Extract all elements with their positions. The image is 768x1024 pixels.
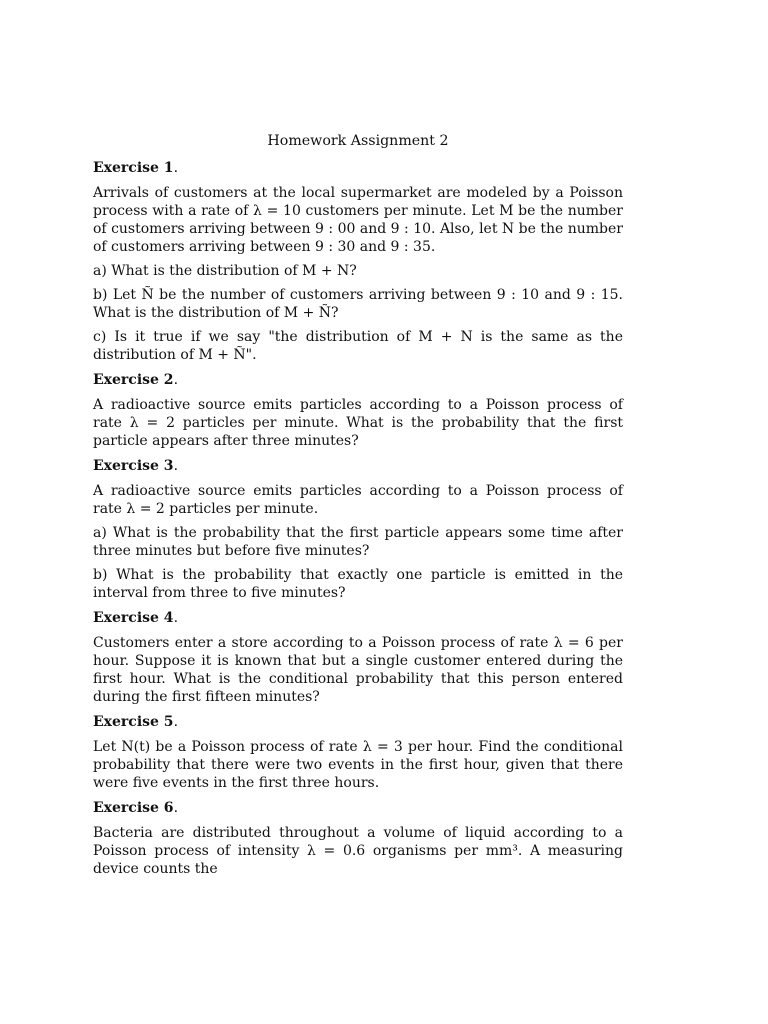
exercise-paragraph: A radioactive source emits particles according to a Poisson process of rate λ = 2 particles per minute. <box>93 483 623 517</box>
exercise-5 <box>93 712 623 792</box>
exercise-heading: Exercise 6. <box>93 800 179 816</box>
exercise-heading: Exercise 3. <box>93 458 179 474</box>
exercise-1 <box>93 158 623 364</box>
exercise-paragraph: b) What is the probability that exactly one particle is emitted in the interval from three to five minutes? <box>93 567 623 601</box>
exercise-paragraph: A radioactive source emits particles according to a Poisson process of rate λ = 2 particles per minute. What is the probability that the first particle appears after three minutes? <box>93 397 623 449</box>
exercise-2 <box>93 370 623 450</box>
exercise-paragraph: Bacteria are distributed throughout a volume of liquid according to a Poisson process of intensity λ = 0.6 organisms per mm³. A measuring device counts the <box>93 825 623 877</box>
exercise-heading: Exercise 1. <box>93 160 179 176</box>
document-page <box>93 131 623 884</box>
exercise-3 <box>93 456 623 602</box>
exercise-heading: Exercise 2. <box>93 372 179 388</box>
exercise-paragraph: Arrivals of customers at the local supermarket are modeled by a Poisson process with a rate of λ = 10 customers per minute. Let M be the number of customers arriving between 9 : 00 and 9 : 10. Also, let N be the number of customers arriving between 9 : 30 and 9 : 35. <box>93 185 623 255</box>
exercise-paragraph: c) Is it true if we say "the distribution of M + N is the same as the distribution of M + Ñ". <box>93 329 623 363</box>
exercise-6 <box>93 798 623 878</box>
exercise-paragraph: a) What is the distribution of M + N? <box>93 263 357 279</box>
exercise-paragraph: Let N(t) be a Poisson process of rate λ = 3 per hour. Find the conditional probability that there were two events in the first hour, given that there were five events in the first three hours. <box>93 739 623 791</box>
document-title: Homework Assignment 2 <box>267 133 449 149</box>
exercise-heading: Exercise 4. <box>93 610 179 626</box>
exercise-paragraph: a) What is the probability that the first particle appears some time after three minutes but before five minutes? <box>93 525 623 559</box>
exercise-paragraph: Customers enter a store according to a Poisson process of rate λ = 6 per hour. Suppose it is known that but a single customer entered during the first hour. What is the conditional probability that this person entered during the first fifteen minutes? <box>93 635 623 705</box>
exercise-paragraph: b) Let Ñ be the number of customers arriving between 9 : 10 and 9 : 15. What is the distribution of M + Ñ? <box>93 287 623 321</box>
exercise-heading: Exercise 5. <box>93 714 179 730</box>
exercise-4 <box>93 608 623 706</box>
